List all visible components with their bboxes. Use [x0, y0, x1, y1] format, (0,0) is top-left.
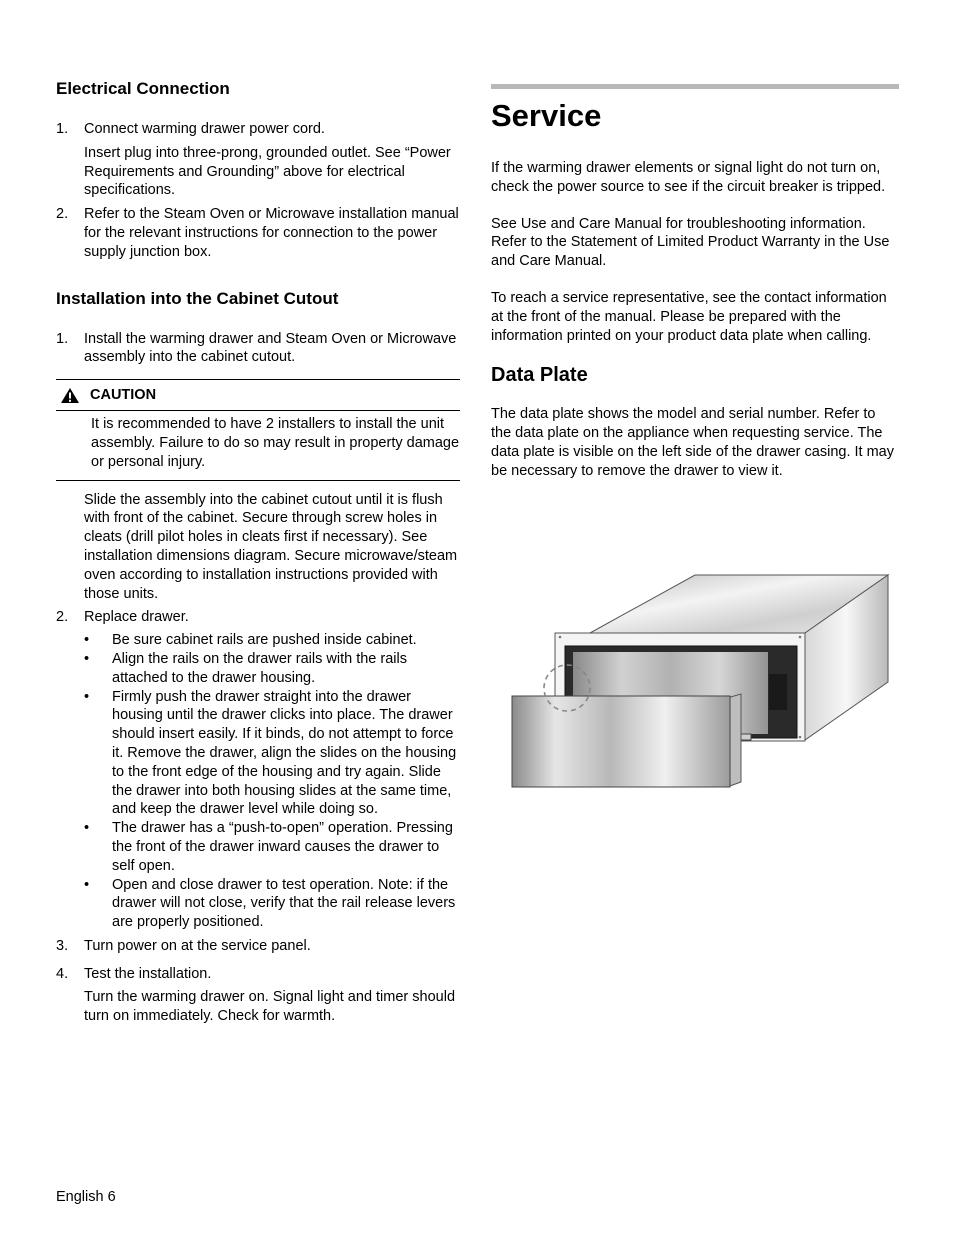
drawer-front — [512, 696, 730, 787]
bullet-icon: • — [84, 632, 90, 649]
installation-step-2 — [56, 608, 460, 627]
step-number: 1. — [56, 121, 69, 137]
left-column — [56, 78, 460, 1026]
bullet-text: Firmly push the drawer straight into the drawer housing until the drawer clicks into place. The drawer should insert easily. If it binds, do not attempt to force it. Remove the drawer, align the slides on the housing to the front edge of the housing and try again. Slide the drawer into both housing slides at the same time, and keep the drawer level while doing so. — [112, 688, 457, 818]
control-panel — [769, 674, 787, 710]
bullet-text: Align the rails on the drawer rails with the rails attached to the drawer housing. — [112, 650, 407, 686]
installation-step-4 — [56, 965, 460, 984]
step-text: Refer to the Steam Oven or Microwave installation manual for the relevant instructions for connection to the power supply junction box. — [84, 206, 459, 260]
bullet-text: The drawer has a “push-to-open” operation. Pressing the front of the drawer inward causes the drawer to self open. — [112, 820, 453, 874]
screw-icon — [799, 636, 802, 639]
list-item — [56, 876, 460, 932]
step-text: Connect warming drawer power cord. — [84, 121, 325, 137]
list-item — [56, 650, 460, 688]
installation-heading: Installation into the Cabinet Cutout — [56, 288, 339, 308]
page-footer: English 6 — [56, 1189, 116, 1205]
service-paragraph-2: See Use and Care Manual for troubleshooting information. Refer to the Statement of Limited Product Warranty in the Use and Care Manual. — [491, 215, 890, 270]
installation-step-4-detail: Turn the warming drawer on. Signal light and timer should turn on immediately. Check for warmth. — [84, 989, 456, 1025]
electrical-step-1 — [56, 120, 460, 139]
step-text: Turn power on at the service panel. — [84, 937, 311, 954]
bullet-icon: • — [84, 876, 90, 893]
step-text: Install the warming drawer and Steam Oven or Microwave assembly into the cabinet cutout. — [84, 330, 457, 366]
bullet-icon: • — [84, 650, 90, 667]
caution-box — [56, 379, 460, 480]
installation-step-3 — [56, 937, 460, 956]
step-text: Replace drawer. — [84, 609, 189, 626]
right-column — [491, 84, 899, 481]
bullet-icon: • — [84, 820, 90, 837]
electrical-step-2 — [56, 205, 460, 261]
list-item — [56, 688, 460, 820]
list-item — [56, 631, 460, 650]
step-number: 1. — [56, 330, 69, 347]
screw-icon — [799, 736, 802, 739]
service-paragraph-3: To reach a service representative, see the contact information at the front of the manual. Please be prepared with the information printed on your product data plate when calling. — [491, 289, 887, 344]
electrical-step-1-detail: Insert plug into three-prong, grounded outlet. See “Power Requirements and Grounding” above for electrical specifications. — [84, 144, 451, 199]
step-number: 3. — [56, 937, 69, 954]
caution-label: CAUTION — [90, 387, 157, 404]
data-plate-paragraph: The data plate shows the model and serial number. Refer to the data plate on the appliance when requesting service. The data plate is visible on the left side of the drawer casing. It may be necessary to remove the drawer to view it. — [491, 406, 894, 479]
step-number: 4. — [56, 965, 69, 982]
electrical-connection-heading: Electrical Connection — [56, 79, 230, 98]
list-item — [56, 819, 460, 875]
section-divider — [491, 84, 899, 89]
service-paragraph-1: If the warming drawer elements or signal light do not turn on, check the power source to see if the circuit breaker is tripped. — [491, 160, 886, 195]
caution-text: It is recommended to have 2 installers to install the unit assembly. Failure to do so may result in property damage or personal injury. — [91, 416, 460, 470]
warning-icon — [60, 387, 80, 404]
step-text: Test the installation. — [84, 965, 212, 982]
warming-drawer-illustration — [505, 570, 895, 795]
caution-header — [56, 380, 460, 411]
bullet-text: Be sure cabinet rails are pushed inside cabinet. — [112, 632, 417, 649]
service-heading: Service — [491, 98, 602, 133]
step-number: 2. — [56, 609, 69, 626]
installation-step-1 — [56, 330, 460, 368]
screw-icon — [559, 636, 562, 639]
step-number: 2. — [56, 206, 69, 223]
slide-assembly-text: Slide the assembly into the cabinet cutout until it is flush with front of the cabinet. Secure through screw holes in cleats (drill pilot holes in cleats first if necessary). See installation dimensions diagram. Secure microwave/steam oven according to installation instructions provided with those units. — [84, 491, 458, 602]
bullet-text: Open and close drawer to test operation. Note: if the drawer will not close, verify that the rail release levers are properly positioned. — [112, 876, 456, 931]
data-plate-heading: Data Plate — [491, 364, 588, 387]
bullet-icon: • — [84, 688, 90, 705]
